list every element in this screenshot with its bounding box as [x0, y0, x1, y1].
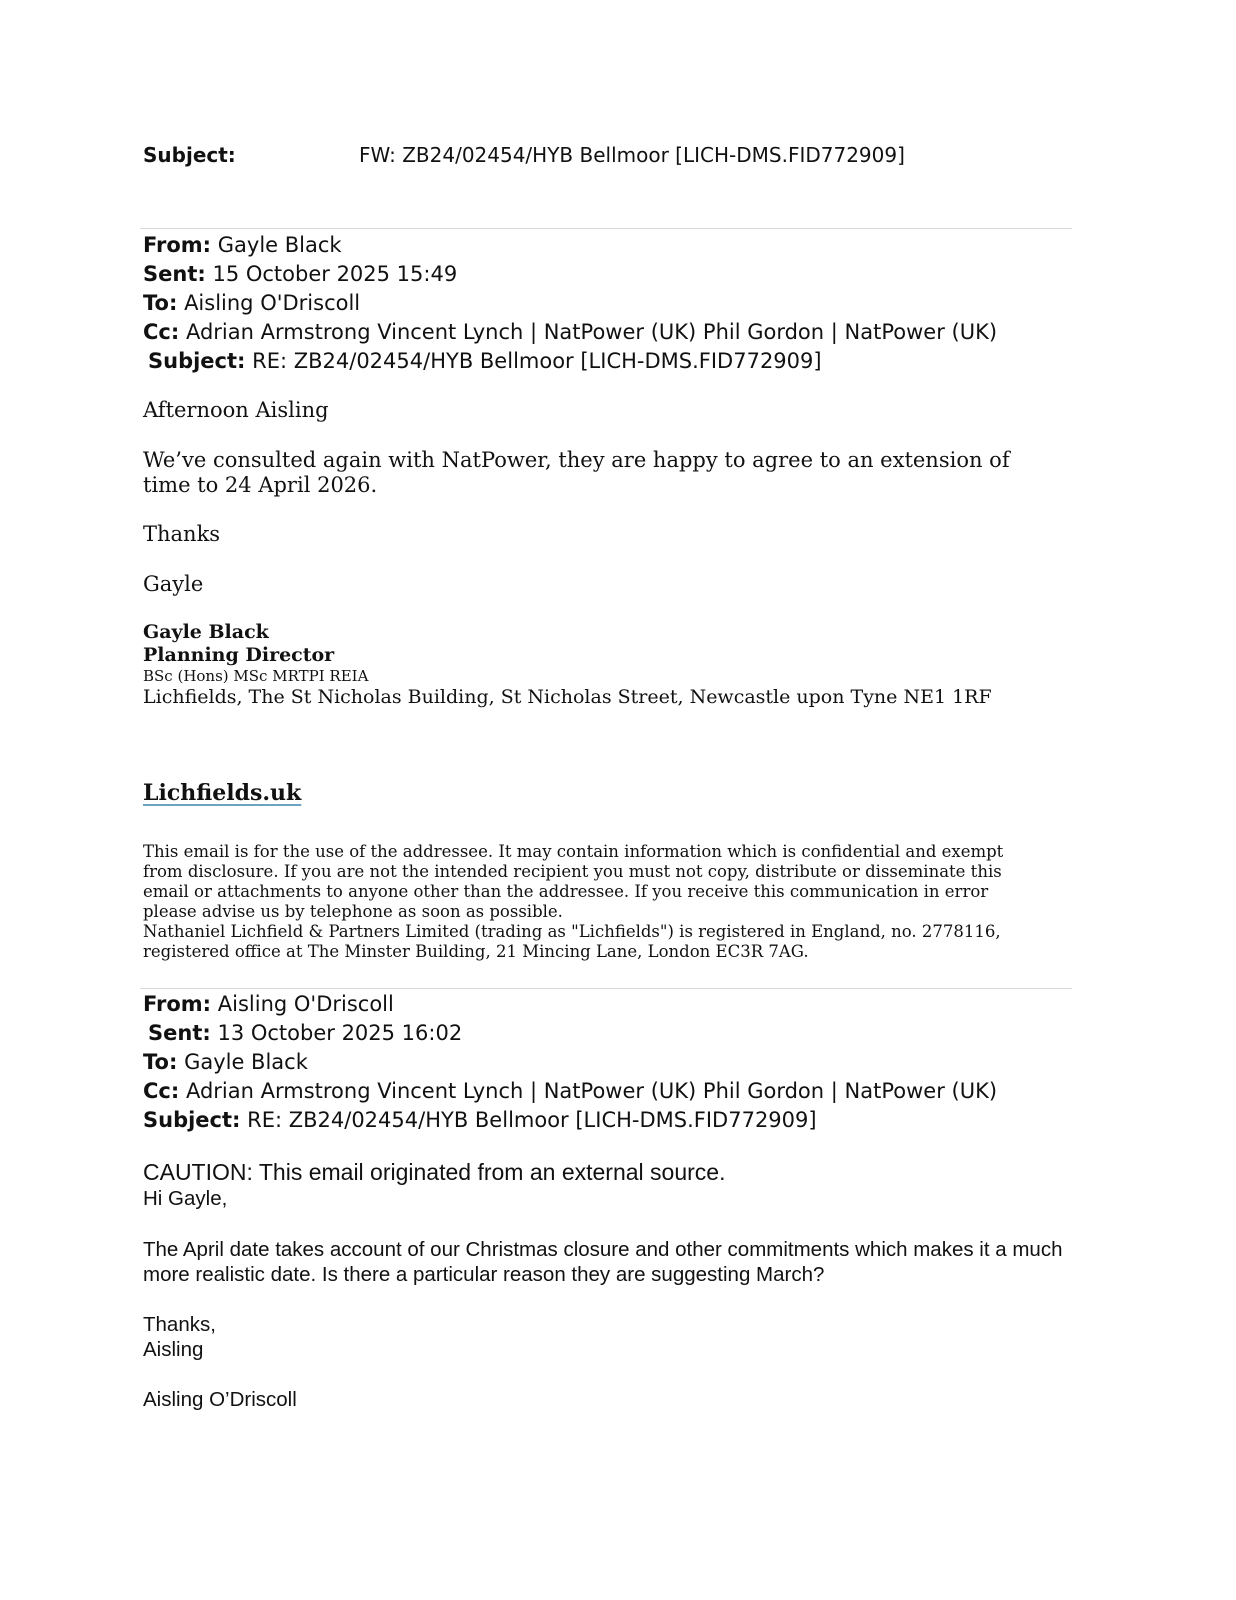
email2-cc-value: Adrian Armstrong Vincent Lynch | NatPower (UK) Phil Gordon | NatPower (UK) — [185, 1079, 998, 1103]
email1-from-row — [143, 231, 997, 260]
header-divider-2 — [140, 988, 1072, 989]
email1-cc-row — [143, 318, 997, 347]
email1-body: We’ve consulted again with NatPower, they are happy to agree to an extension of time to 24 April 2026. — [143, 448, 1010, 497]
email2-from-row — [143, 990, 997, 1019]
signature-name: Gayle Black — [143, 621, 269, 643]
email1-from-value: Gayle Black — [217, 233, 342, 257]
header-divider-1 — [140, 228, 1072, 229]
email2-header — [143, 990, 997, 1135]
email1-to-label: To: — [143, 291, 178, 315]
email1-subject-label: Subject: — [148, 349, 246, 373]
disclaimer-registration: Nathaniel Lichfield & Partners Limited (trading as "Lichfields") is registered in England, no. 2778116, registered office at The Minster Building, 21 Mincing Lane, London EC3R 7AG. — [143, 922, 1001, 961]
email-disclaimer — [143, 842, 1043, 962]
email1-subject-value: RE: ZB24/02454/HYB Bellmoor [LICH-DMS.FID772909] — [252, 349, 822, 373]
email1-greeting: Afternoon Aisling — [143, 398, 329, 422]
forward-subject-label: Subject: — [143, 143, 236, 167]
email2-to-label: To: — [143, 1050, 178, 1074]
disclaimer-confidentiality: This email is for the use of the addressee. It may contain information which is confidential and exempt from disclosure. If you are not the intended recipient you must not copy, distribute or disseminate this email or attachments to anyone other than the addressee. If you receive this communication in error please advise us by telephone as soon as possible. — [143, 842, 1004, 921]
email2-cc-label: Cc: — [143, 1079, 180, 1103]
email2-signoff: Aisling — [143, 1338, 204, 1361]
email1-cc-value: Adrian Armstrong Vincent Lynch | NatPower (UK) Phil Gordon | NatPower (UK) — [185, 320, 998, 344]
email1-signature — [143, 621, 992, 709]
signature-qualifications: BSc (Hons) MSc MRTPI REIA — [143, 667, 369, 685]
email1-to-value: Aisling O'Driscoll — [184, 291, 361, 315]
email1-sent-row — [143, 260, 997, 289]
email2-sent-label: Sent: — [148, 1021, 211, 1045]
forward-subject-line — [143, 143, 905, 167]
email1-cc-label: Cc: — [143, 320, 180, 344]
email2-sent-row — [143, 1019, 997, 1048]
email2-subject-value: RE: ZB24/02454/HYB Bellmoor [LICH-DMS.FID772909] — [247, 1108, 817, 1132]
email2-subject-label: Subject: — [143, 1108, 241, 1132]
email2-signature-name: Aisling O’Driscoll — [143, 1388, 297, 1411]
external-caution-banner: CAUTION: This email originated from an external source. — [143, 1159, 726, 1185]
signature-address: Lichfields, The St Nicholas Building, St Nicholas Street, Newcastle upon Tyne NE1 1RF — [143, 686, 992, 708]
email1-from-label: From: — [143, 233, 212, 257]
email2-to-value: Gayle Black — [184, 1050, 308, 1074]
email2-greeting: Hi Gayle, — [143, 1187, 228, 1210]
email2-subject-row — [143, 1106, 997, 1135]
email2-body: The April date takes account of our Christmas closure and other commitments which makes it a much more realistic date. Is there a particular reason they are suggesting March? — [143, 1238, 1063, 1286]
email1-subject-row — [143, 347, 997, 376]
email1-sent-value: 15 October 2025 15:49 — [212, 262, 458, 286]
email1-sent-label: Sent: — [143, 262, 206, 286]
email2-thanks: Thanks, — [143, 1313, 216, 1336]
email2-from-label: From: — [143, 992, 212, 1016]
website-link[interactable]: Lichfields.uk — [143, 780, 302, 806]
email2-to-row — [143, 1048, 997, 1077]
forward-subject-value: FW: ZB24/02454/HYB Bellmoor [LICH-DMS.FID772909] — [359, 143, 905, 167]
email1-thanks: Thanks — [143, 522, 221, 546]
email2-from-value: Aisling O'Driscoll — [217, 992, 394, 1016]
email2-cc-row — [143, 1077, 997, 1106]
email2-sent-value: 13 October 2025 16:02 — [217, 1021, 463, 1045]
signature-title: Planning Director — [143, 644, 335, 666]
email1-signoff: Gayle — [143, 572, 204, 596]
email1-to-row — [143, 289, 997, 318]
email1-header — [143, 231, 997, 376]
